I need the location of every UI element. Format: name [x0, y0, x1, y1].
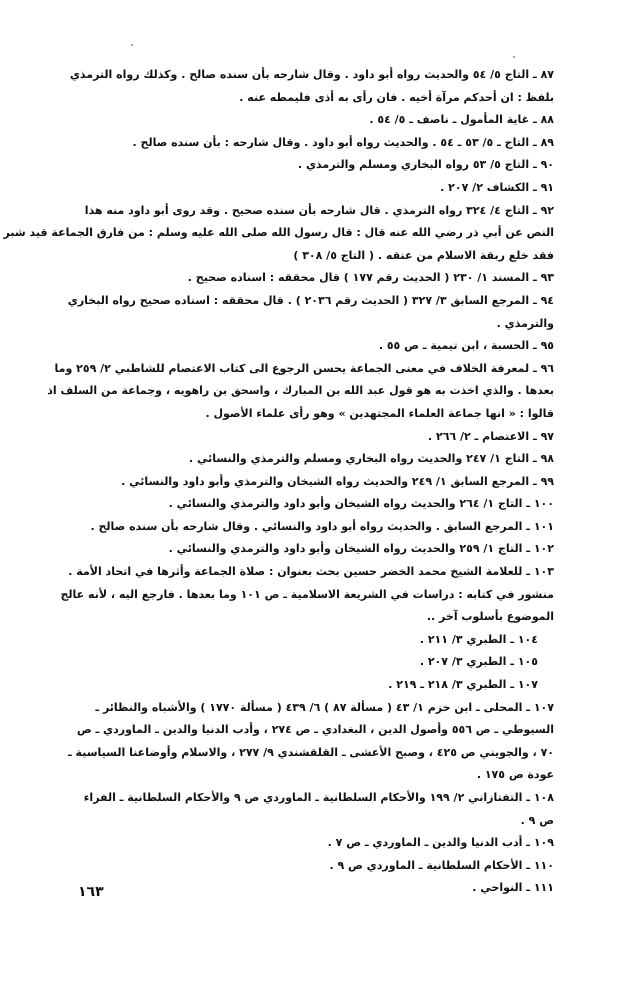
footnote-line: بلفظ : ان أحدكم مرآة أخيه . فان رأى به أذى فليمطه عنه . [239, 90, 554, 104]
footnotes-block [3, 64, 554, 900]
footnote-line: والترمذي . [496, 316, 554, 330]
footnote-line: ٩٩ ـ المرجع السابق ١/ ٢٤٩ والحديث رواه الشيخان والترمذي وأبو داود والنسائي . [121, 474, 554, 488]
footnote-line: ١٠٢ ـ التاج ١/ ٢٥٩ والحديث رواه الشيخان وأبو داود والترمذي والنسائي . [168, 542, 554, 556]
footnote-line: ٩١ ـ الكشاف ٢/ ٢٠٧ . [440, 180, 554, 194]
footnote-line: ١٠٨ ـ التفتازاني ٢/ ١٩٩ والأحكام السلطانية ـ الماوردي ص ٩ والأحكام السلطانية ـ الفراء [83, 791, 554, 804]
footnote-line: ٩٥ ـ الحسبة ، ابن تيمية ـ ص ٥٥ . [378, 339, 554, 353]
footnote-line: قالوا : « انها جماعة العلماء المجتهدين » وهو رأى علماء الأصول . [205, 406, 554, 420]
footnote-line: ٩٧ ـ الاعتصام ـ ٢/ ٢٦٦ . [427, 429, 554, 443]
footnote-line: السيوطي ـ ص ٥٥٦ وأصول الدين ، البغدادي ـ ص ٢٧٤ ، وأدب الدنيا والدين ـ الماوردي ـ ص [76, 723, 554, 737]
footnote-line: ١٠٧ ـ المحلى ـ ابن حزم ١/ ٤٣ ( مسألة ٨٧ ) ٦/ ٤٣٩ ( مسألة ١٧٧٠ ) والأشباه والنظائر ـ [95, 700, 554, 714]
footnote-line: ٩٢ ـ التاج ٤/ ٣٢٤ رواه الترمذي . قال شارحه بأن سنده صحيح . وقد روى أبو داود منه هذا [84, 203, 554, 217]
footnote-line: ص ٩ . [520, 813, 554, 827]
footnote-line: ٩٦ ـ لمعرفة الخلاف في معنى الجماعة يحسن الرجوع الى كتاب الاعتصام للشاطبي ٢/ ٢٥٩ وما [54, 361, 554, 375]
footnote-line: ٧٠ ، والجويني ص ٤٢٥ ، وصبح الأعشى ـ القلقشندي ٩/ ٢٧٧ ، والاسلام وأوضاعنا السياسية ـ [67, 745, 554, 759]
footnote-line: ٨٩ ـ التاج ـ ٥/ ٥٣ ـ ٥٤ . والحديث رواه أبو داود . وقال شارحه : بأن سنده صالح . [132, 135, 554, 149]
footnote-line: ١٠٥ ـ الطبري ٣/ ٢٠٧ . [419, 655, 538, 669]
footnote-line: ٩٠ ـ التاج ٥/ ٥٣ رواه البخاري ومسلم والترمذي . [297, 158, 554, 172]
scan-speck [513, 56, 515, 58]
footnote-line: منشور في كتابه : دراسات في الشريعة الاسلامية ـ ص ١٠١ وما بعدها . فارجع اليه ، لأنه عالج [60, 587, 554, 601]
footnote-line: ٩٤ ـ المرجع السابق ٣/ ٣٢٧ ( الحديث رقم ٢٠٣٦ ) . قال محققه : اسناده صحيح رواه البخاري [67, 293, 554, 307]
footnote-line: النص عن أبي ذر رضي الله عنه قال : قال رسول الله صلى الله عليه وسلم : من فارق الجماعة قيد شبر [3, 226, 554, 240]
footnote-line: ١٠٧ ـ الطبري ٣/ ٢١٨ ـ ٢١٩ . [388, 678, 538, 692]
footnote-line: ٩٨ ـ التاج ١/ ٢٤٧ والحديث رواه البخاري ومسلم والترمذي والنسائي . [188, 452, 554, 466]
footnote-line: ١٠٤ ـ الطبري ٣/ ٢١١ . [419, 632, 538, 646]
footnote-line: ١٠٩ ـ أدب الدنيا والدين ـ الماوردي ـ ص ٧ . [327, 836, 554, 850]
footnote-line: ١٠١ ـ المرجع السابق . والحديث رواه أبو داود والنسائي . وقال شارحه بأن سنده صالح . [90, 519, 554, 533]
footnote-line: ٨٨ ـ غاية المأمول ـ ناصف ـ ٥/ ٥٤ . [369, 113, 554, 127]
page-number: ١٦٣ [78, 884, 104, 900]
footnote-line: ١٠٣ ـ للعلامة الشيخ محمد الخضر حسين بحث بعنوان : صلاة الجماعة وأثرها في اتحاد الأمة . [68, 565, 554, 579]
scan-speck [131, 44, 133, 46]
footnote-line: ٩٣ ـ المسند ١/ ٢٣٠ ( الحديث رقم ١٧٧ ) قال محققه : اسناده صحيح . [187, 271, 554, 285]
footnote-line: ١٠٠ ـ التاج ١/ ٢٦٤ والحديث رواه الشيخان وأبو داود والترمذي والنسائي . [168, 497, 554, 511]
footnote-line: عودة ص ١٧٥ . [476, 768, 554, 782]
footnote-line: الموضوع بأسلوب آخر .. [426, 610, 554, 624]
footnote-line: ٨٧ ـ التاج ٥/ ٥٤ والحديث رواه أبو داود . وقال شارحه بأن سنده صالح . وكذلك رواه الترمذي [69, 68, 554, 81]
footnote-line: فقد خلع ربقة الاسلام من عنقه . ( التاج ٥/ ٣٠٨ ) [293, 248, 554, 262]
footnote-line: ١١٠ ـ الأحكام السلطانية ـ الماوردي ص ٩ . [329, 858, 554, 872]
footnote-line: بعدها . والذي اخذت به هو قول عبد الله بن المبارك ، واسحق بن راهويه ، وجماعة من السلف اذ [47, 384, 554, 398]
footnote-line: ١١١ ـ النواحي . [472, 881, 554, 895]
